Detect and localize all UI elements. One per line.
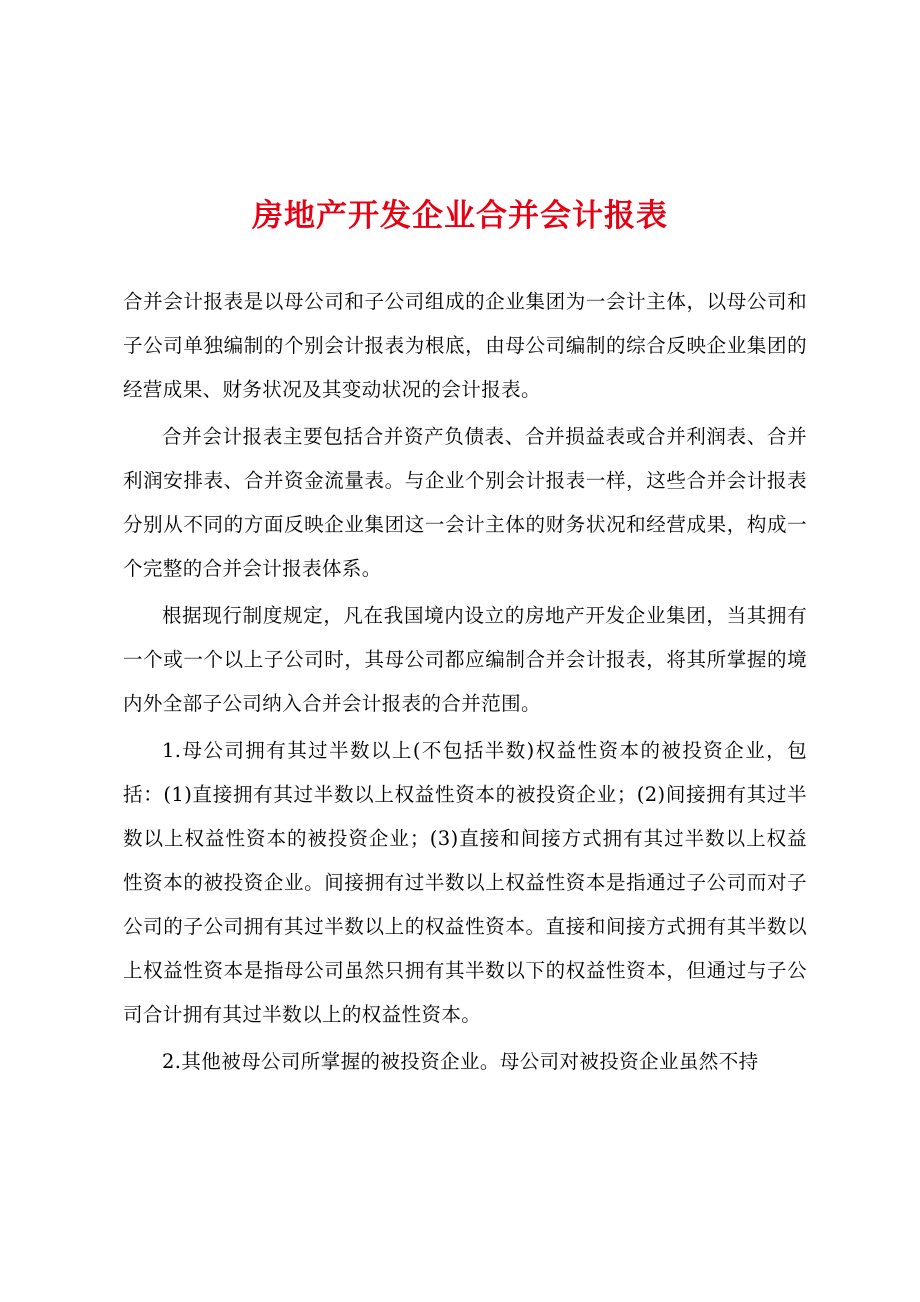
paragraph-item-2: 2.其他被母公司所掌握的被投资企业。母公司对被投资企业虽然不持 bbox=[162, 1050, 759, 1073]
paragraph-item-1: 1.母公司拥有其过半数以上(不包括半数)权益性资本的被投资企业，包括：(1)直接拥有其过半数以上权益性资本的被投资企业；(2)间接拥有其过半数以上权益性资本的被投资企业；(3)直接和间接方式拥有其过半数以上权益性资本的被投资企业。间接拥有过半数以上权益性资本是指通过子公司而对子公司的子公司拥有其过半数以上的权益性资本。直接和间接方式拥有其半数以上权益性资本是指母公司虽然只拥有其半数以下的权益性资本，但通过与子公司合计拥有其过半数以上的权益性资本。 bbox=[123, 739, 807, 1026]
document-title: 房地产开发企业合并会计报表 bbox=[252, 198, 668, 234]
document-body bbox=[123, 280, 807, 1087]
paragraph-report-types: 合并会计报表主要包括合并资产负债表、合并损益表或合并利润表、合并利润安排表、合并资金流量表。与企业个别会计报表一样，这些合并会计报表分别从不同的方面反映企业集团这一会计主体的财务状况和经营成果，构成一个完整的合并会计报表体系。 bbox=[123, 425, 807, 580]
paragraph-definition: 合并会计报表是以母公司和子公司组成的企业集团为一会计主体，以母公司和子公司单独编制的个别会计报表为根底，由母公司编制的综合反映企业集团的经营成果、财务状况及其变动状况的会计报表。 bbox=[123, 290, 807, 401]
paragraph-regulation: 根据现行制度规定，凡在我国境内设立的房地产开发企业集团，当其拥有一个或一个以上子公司时，其母公司都应编制合并会计报表，将其所掌握的境内外全部子公司纳入合并会计报表的合并范围。 bbox=[123, 604, 807, 715]
